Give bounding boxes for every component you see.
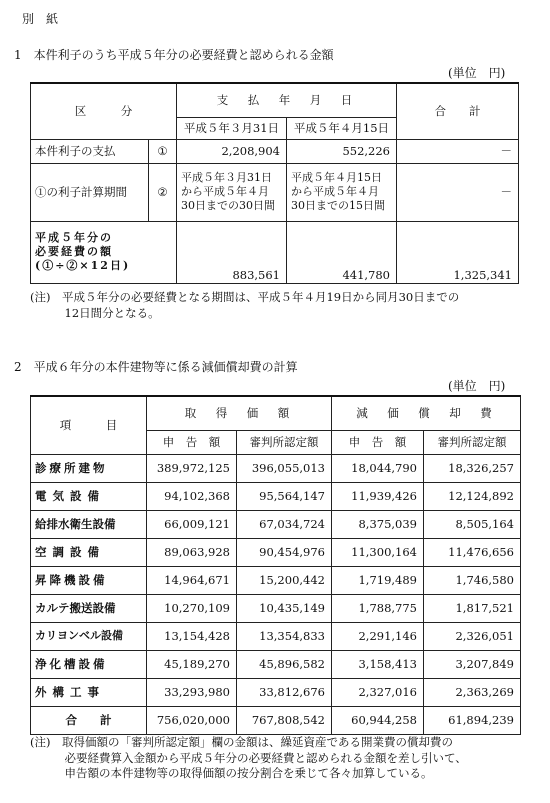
- row-value: 11,939,426: [332, 482, 424, 510]
- row-value: 67,034,724: [237, 510, 332, 538]
- sub-approved-header: 審判所認定額: [237, 430, 332, 454]
- row-value: 2,291,146: [332, 622, 424, 650]
- row-value: 3,158,413: [332, 650, 424, 678]
- section2-note: (注) 取得価額の「審判所認定額」欄の金額は、繰延資産である開業費の償却費の 必要経費算入金額から平成５年分の必要経費と認められる金額を差し引いて、 申告額の本件建物等の取得価額の按分割合を乗じて各々加算している。: [30, 735, 467, 781]
- row-value: 13,354,833: [237, 622, 332, 650]
- col-total-header: 合 計: [397, 83, 519, 139]
- sub-declared-header: 申 告 額: [147, 430, 237, 454]
- row-label: 本件利子の支払: [31, 139, 149, 163]
- row-total: 1,325,341: [397, 221, 519, 283]
- row-value: 1,719,489: [332, 566, 424, 594]
- row-value: 33,293,980: [147, 678, 237, 706]
- row-value: 平成５年３月31日 から平成５年４月 30日までの30日間: [177, 163, 287, 221]
- table-row: [31, 566, 521, 594]
- table-row: [31, 510, 521, 538]
- col-item-header: 項 目: [31, 396, 147, 454]
- page-label: 別 紙: [22, 12, 59, 26]
- table-row: [31, 594, 521, 622]
- col-category-header: 区 分: [31, 83, 177, 139]
- row-value: 45,189,270: [147, 650, 237, 678]
- row-total: －: [397, 163, 519, 221]
- row-value: 11,476,656: [424, 538, 521, 566]
- row-value: 1,817,521: [424, 594, 521, 622]
- row-marker: ②: [149, 163, 177, 221]
- section2-unit: (単位 円): [448, 379, 506, 393]
- row-value: 94,102,368: [147, 482, 237, 510]
- row-value: 767,808,542: [237, 706, 332, 734]
- row-value: 396,055,013: [237, 454, 332, 482]
- row-item: 診療所建物: [31, 454, 147, 482]
- row-value: 18,044,790: [332, 454, 424, 482]
- row-value: 389,972,125: [147, 454, 237, 482]
- section2-heading: 2 平成６年分の本件建物等に係る減価償却費の計算: [14, 360, 298, 374]
- row-value: 61,894,239: [424, 706, 521, 734]
- row-value: 90,454,976: [237, 538, 332, 566]
- row-value: 89,063,928: [147, 538, 237, 566]
- row-item: 外構工事: [31, 678, 147, 706]
- col-payment-header: 支 払 年 月 日: [177, 83, 397, 117]
- total-row: [31, 706, 521, 734]
- row-item: 給排水衛生設備: [31, 510, 147, 538]
- row-value: 66,009,121: [147, 510, 237, 538]
- table-row: [31, 454, 521, 482]
- row-value: 10,435,149: [237, 594, 332, 622]
- row-value: 13,154,428: [147, 622, 237, 650]
- row-value: 60,944,258: [332, 706, 424, 734]
- row-value: 18,326,257: [424, 454, 521, 482]
- row-value: 14,964,671: [147, 566, 237, 594]
- table-row: [31, 622, 521, 650]
- row-item: カリヨンベル設備: [31, 622, 147, 650]
- row-value: 756,020,000: [147, 706, 237, 734]
- row-value: 1,788,775: [332, 594, 424, 622]
- row-value: 12,124,892: [424, 482, 521, 510]
- row-value: 平成５年４月15日 から平成５年４月 30日までの15日間: [287, 163, 397, 221]
- section1-note: (注) 平成５年分の必要経費となる期間は、平成５年４月19日から同月30日までの 12日間分となる。: [30, 290, 460, 320]
- row-value: 8,375,039: [332, 510, 424, 538]
- table-row: [31, 650, 521, 678]
- table-row: [31, 538, 521, 566]
- table-row: [31, 482, 521, 510]
- row-value: 33,812,676: [237, 678, 332, 706]
- section1-table: [30, 82, 519, 284]
- row-label: ①の利子計算期間: [31, 163, 149, 221]
- row-value: 8,505,164: [424, 510, 521, 538]
- row-value: 2,208,904: [177, 139, 287, 163]
- table-row: [31, 139, 519, 163]
- row-label: 平成５年分の 必要経費の額 (①÷②×12日): [31, 221, 177, 283]
- section1-unit: (単位 円): [448, 66, 506, 80]
- table-row: [31, 163, 519, 221]
- row-item: 合 計: [31, 706, 147, 734]
- row-item: カルテ搬送設備: [31, 594, 147, 622]
- row-value: 10,270,109: [147, 594, 237, 622]
- row-value: 441,780: [287, 221, 397, 283]
- row-value: 552,226: [287, 139, 397, 163]
- row-value: 2,363,269: [424, 678, 521, 706]
- row-item: 昇降機設備: [31, 566, 147, 594]
- table-row: [31, 221, 519, 283]
- row-value: 2,326,051: [424, 622, 521, 650]
- col-depreciation-header: 減 価 償 却 費: [332, 396, 521, 430]
- row-item: 浄化槽設備: [31, 650, 147, 678]
- row-item: 電気設備: [31, 482, 147, 510]
- row-total: －: [397, 139, 519, 163]
- row-item: 空調設備: [31, 538, 147, 566]
- row-value: 45,896,582: [237, 650, 332, 678]
- table-row: [31, 678, 521, 706]
- section1-heading: 1 本件利子のうち平成５年分の必要経費と認められる金額: [14, 48, 334, 62]
- row-value: 1,746,580: [424, 566, 521, 594]
- date1-header: 平成５年３月31日: [177, 117, 287, 139]
- row-value: 15,200,442: [237, 566, 332, 594]
- row-value: 883,561: [177, 221, 287, 283]
- sub-declared-header: 申 告 額: [332, 430, 424, 454]
- date2-header: 平成５年４月15日: [287, 117, 397, 139]
- section2-table: [30, 395, 521, 735]
- row-value: 3,207,849: [424, 650, 521, 678]
- row-marker: ①: [149, 139, 177, 163]
- sub-approved-header: 審判所認定額: [424, 430, 521, 454]
- row-value: 95,564,147: [237, 482, 332, 510]
- col-acquisition-header: 取 得 価 額: [147, 396, 332, 430]
- row-value: 2,327,016: [332, 678, 424, 706]
- row-value: 11,300,164: [332, 538, 424, 566]
